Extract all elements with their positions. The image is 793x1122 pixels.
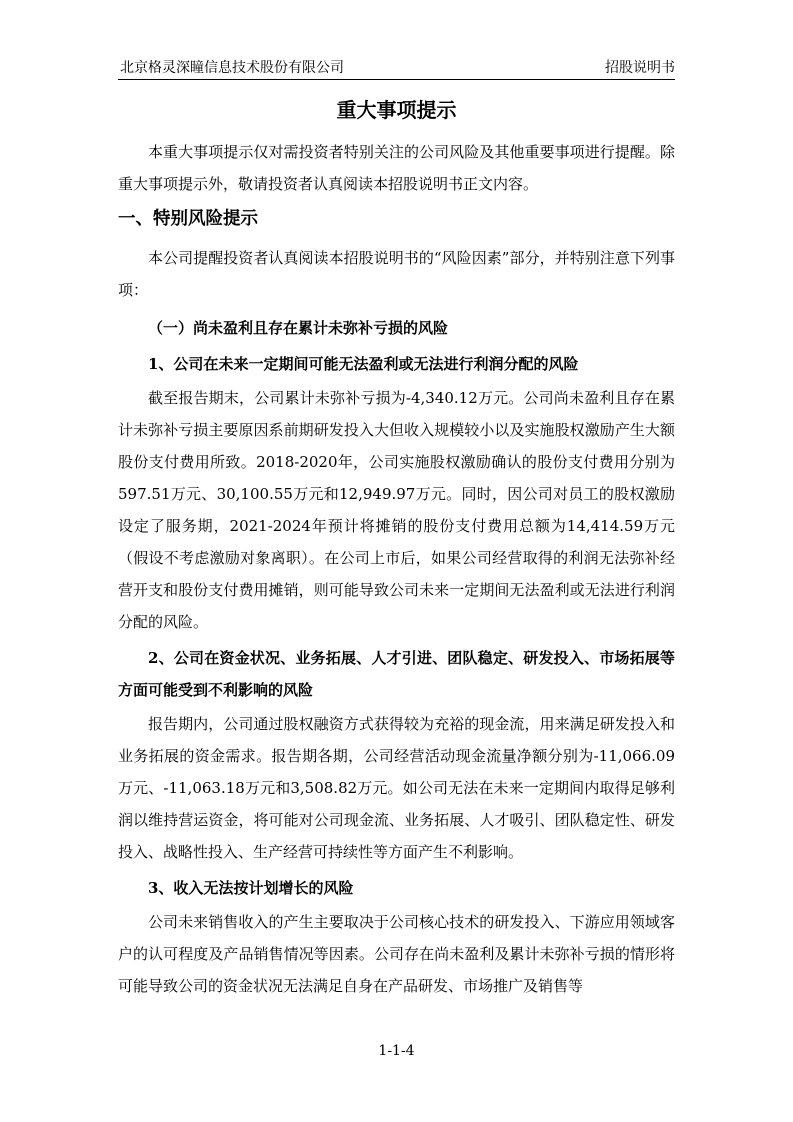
item-body-1: 截至报告期末，公司累计未弥补亏损为-4,340.12万元。公司尚未盈利且存在累计未弥补亏损主要原因系前期研发投入大但收入规模较小以及实施股权激励产生大额股份支付费用所致。2018-2020年，公司实施股权激励确认的股份支付费用分别为597.51万元、30,100.55万元和12,949.97万元。同时，因公司对员工的股权激励设定了服务期，2021-2024年预计将摊销的股份支付费用总额为14,414.59万元（假设不考虑激励对象离职）。在公司上市后，如果公司经营取得的利润无法弥补经营开支和股份支付费用摊销，则可能导致公司未来一定期间无法盈利或无法进行利润分配的风险。 [118, 389, 675, 631]
item-heading-3: 3、收入无法按计划增长的风险 [148, 879, 354, 897]
item-heading-1: 1、公司在未来一定期间可能无法盈利或无法进行利润分配的风险 [148, 355, 579, 373]
intro-paragraph: 本重大事项提示仅对需投资者特别关注的公司风险及其他重要事项进行提醒。除重大事项提示外，敬请投资者认真阅读本招股说明书正文内容。 [118, 143, 675, 193]
item-heading-2: 2、公司在资金状况、业务拓展、人才引进、团队稳定、研发投入、市场拓展等方面可能受到不利影响的风险 [118, 649, 675, 699]
item-body-3: 公司未来销售收入的产生主要取决于公司核心技术的研发投入、下游应用领域客户的认可程度及产品销售情况等因素。公司存在尚未盈利及累计未弥补亏损的情形将可能导致公司的资金状况无法满足自身在产品研发、市场推广及销售等 [118, 913, 675, 995]
page-body [118, 92, 675, 1002]
header-document-type: 招股说明书 [605, 60, 675, 76]
header-divider [118, 79, 675, 80]
section-intro-paragraph: 本公司提醒投资者认真阅读本招股说明书的“风险因素”部分，并特别注意下列事项： [118, 249, 675, 299]
item-body-2: 报告期内，公司通过股权融资方式获得较为充裕的现金流，用来满足研发投入和业务拓展的资金需求。报告期各期，公司经营活动现金流量净额分别为-11,066.09万元、-11,063.18万元和3,508.82万元。如公司无法在未来一定期间内取得足够利润以维持营运资金，将可能对公司现金流、业务拓展、人才吸引、团队稳定性、研发投入、战略性投入、生产经营可持续性等方面产生不利影响。 [118, 715, 675, 861]
header-company-name: 北京格灵深瞳信息技术股份有限公司 [120, 60, 344, 76]
page-title: 重大事项提示 [336, 98, 457, 122]
subsection-heading-unprofitable-risk: （一）尚未盈利且存在累计未弥补亏损的风险 [148, 319, 449, 337]
page-number: 1-1-4 [378, 1043, 415, 1059]
section-heading-special-risks: 一、特别风险提示 [118, 209, 258, 229]
page-header [118, 56, 675, 80]
